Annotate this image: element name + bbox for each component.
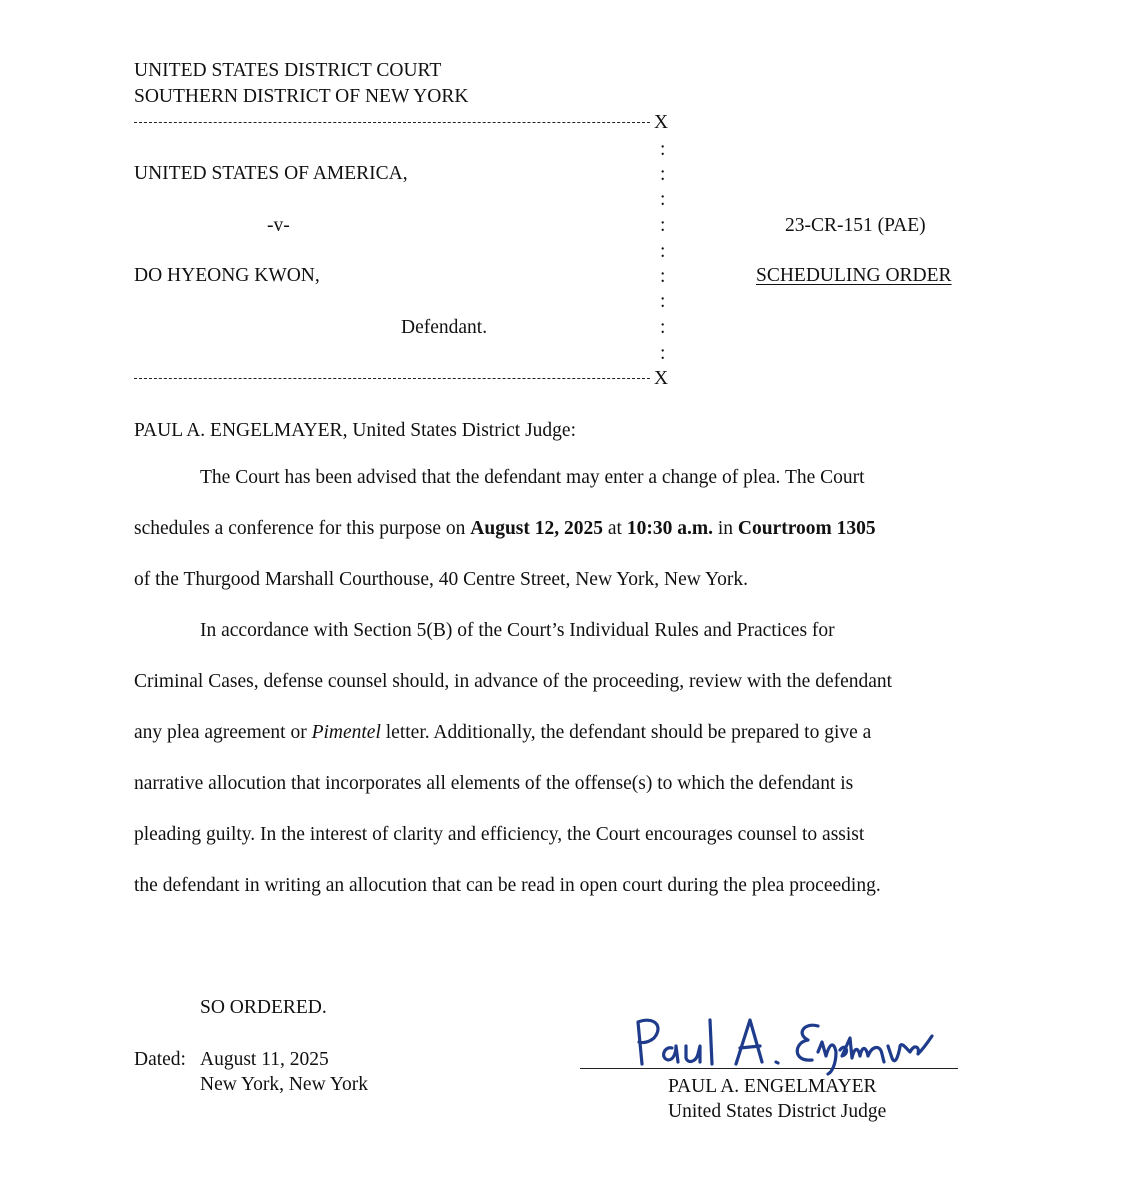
- courtroom: Courtroom 1305: [737, 518, 876, 539]
- pimentel-term: Pimentel: [311, 722, 381, 743]
- caption-colon: :: [660, 139, 666, 160]
- caption-bottom-x: X: [654, 368, 669, 389]
- signer-name: PAUL A. ENGELMAYER: [668, 1076, 877, 1097]
- paragraph-line: narrative allocution that incorporates all elements of the offense(s) to which the defendant is: [134, 773, 854, 794]
- text-run: at: [603, 518, 627, 539]
- caption-colon: :: [660, 291, 666, 312]
- paragraph-line: Criminal Cases, defense counsel should, in advance of the proceeding, review with the defendant: [134, 671, 893, 692]
- dated-date: August 11, 2025: [200, 1049, 329, 1070]
- text-run: in: [712, 518, 738, 539]
- so-ordered: SO ORDERED.: [200, 997, 327, 1018]
- court-name: UNITED STATES DISTRICT COURT: [134, 60, 442, 81]
- court-district: SOUTHERN DISTRICT OF NEW YORK: [134, 86, 469, 107]
- dated-label: Dated:: [134, 1049, 186, 1070]
- judge-intro: PAUL A. ENGELMAYER, United States District Judge:: [134, 420, 576, 441]
- caption-colon: :: [660, 215, 666, 236]
- text-run: letter. Additionally, the defendant should be prepared to give a: [380, 722, 872, 743]
- handwritten-signature: [628, 1012, 938, 1078]
- text-run: schedules a conference for this purpose on: [134, 518, 471, 539]
- paragraph-line: In accordance with Section 5(B) of the Court’s Individual Rules and Practices for: [200, 620, 835, 641]
- defendant-name: DO HYEONG KWON,: [134, 265, 320, 286]
- caption-colon: :: [660, 266, 666, 287]
- signer-title: United States District Judge: [668, 1101, 887, 1122]
- caption-colon: :: [660, 317, 666, 338]
- case-number: 23-CR-151 (PAE): [785, 215, 926, 236]
- caption-colon: :: [660, 343, 666, 364]
- caption-colon: :: [660, 164, 666, 185]
- hearing-time: 10:30 a.m.: [626, 518, 713, 539]
- hearing-date: August 12, 2025: [470, 518, 603, 539]
- paragraph-line: of the Thurgood Marshall Courthouse, 40 Centre Street, New York, New York.: [134, 569, 749, 590]
- paragraph-change-of-plea: [134, 452, 1004, 605]
- document-title: SCHEDULING ORDER: [756, 265, 952, 286]
- paragraph-line: [134, 503, 1004, 554]
- versus-label: -v-: [267, 215, 290, 236]
- caption-top-x: X: [654, 112, 669, 133]
- caption-colon: :: [660, 241, 666, 262]
- paragraph-allocution: [134, 605, 1004, 911]
- defendant-role: Defendant.: [401, 317, 488, 338]
- caption-top-rule: [134, 122, 650, 123]
- caption-bottom-rule: [134, 378, 650, 379]
- paragraph-line: The Court has been advised that the defendant may enter a change of plea. The Court: [200, 467, 865, 488]
- caption-colon: :: [660, 189, 666, 210]
- paragraph-line: the defendant in writing an allocution that can be read in open court during the plea proceeding.: [134, 875, 881, 896]
- dated-place: New York, New York: [200, 1074, 368, 1095]
- text-run: any plea agreement or: [134, 722, 312, 743]
- plaintiff-name: UNITED STATES OF AMERICA,: [134, 163, 408, 184]
- paragraph-line: [134, 707, 1004, 758]
- paragraph-line: pleading guilty. In the interest of clarity and efficiency, the Court encourages counsel to assist: [134, 824, 865, 845]
